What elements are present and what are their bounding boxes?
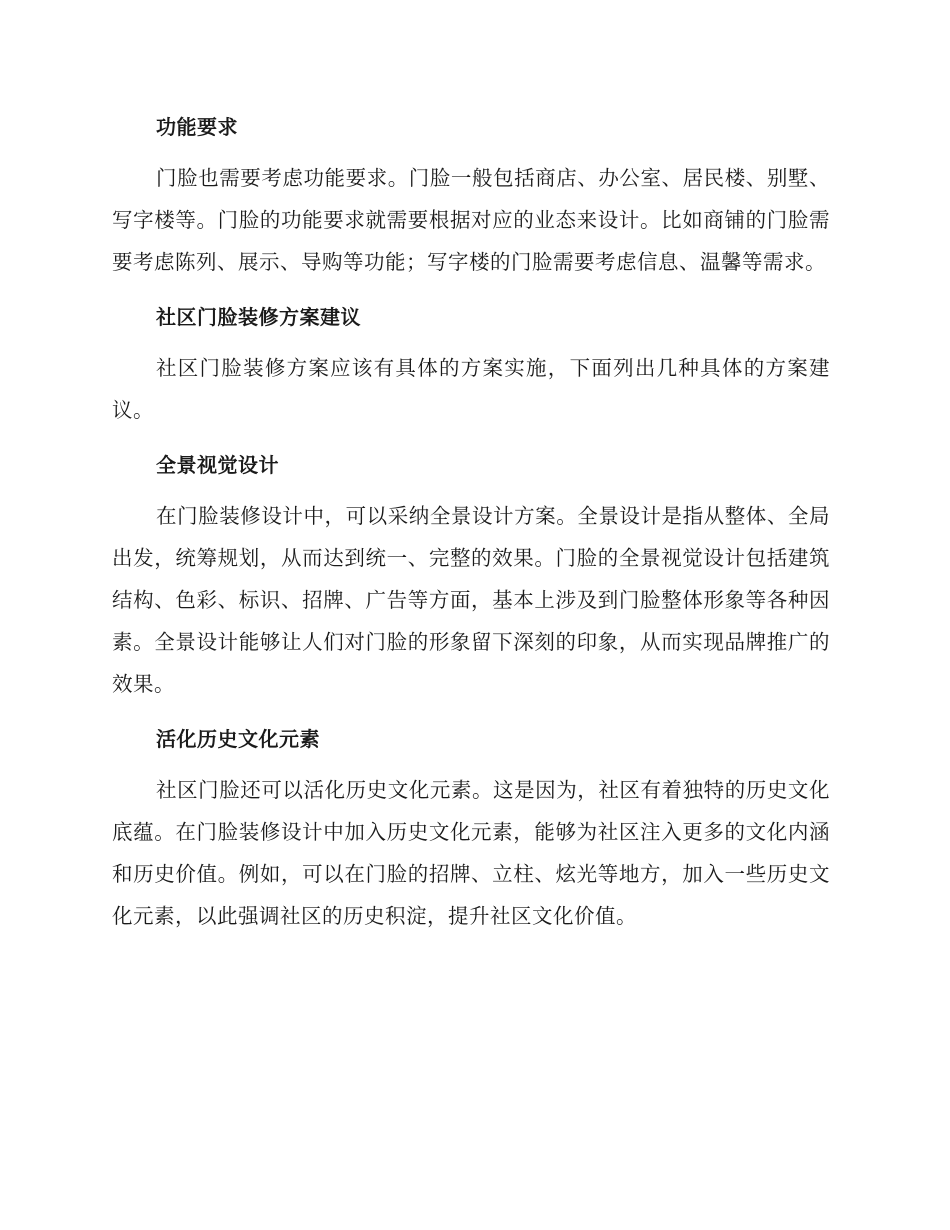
section-body-renovation-proposals: 社区门脸装修方案应该有具体的方案实施，下面列出几种具体的方案建议。 [112,356,830,422]
section-body-functional-requirements: 门脸也需要考虑功能要求。门脸一般包括商店、办公室、居民楼、别墅、写字楼等。门脸的功能要求就需要根据对应的业态来设计。比如商铺的门脸需要考虑陈列、展示、导购等功能；写字楼的门脸需要考虑信息、温馨等需求。 [112,166,830,274]
section-heading-functional-requirements: 功能要求 [156,115,238,139]
section-heading-renovation-proposals: 社区门脸装修方案建议 [156,305,361,329]
document-page [112,108,830,952]
section-body-historical-cultural-elements: 社区门脸还可以活化历史文化元素。这是因为，社区有着独特的历史文化底蕴。在门脸装修设计中加入历史文化元素，能够为社区注入更多的文化内涵和历史价值。例如，可以在门脸的招牌、立柱、炫光等地方，加入一些历史文化元素，以此强调社区的历史积淀，提升社区文化价值。 [112,778,830,928]
section-body-panoramic-visual-design: 在门脸装修设计中，可以采纳全景设计方案。全景设计是指从整体、全局出发，统筹规划，从而达到统一、完整的效果。门脸的全景视觉设计包括建筑结构、色彩、标识、招牌、广告等方面，基本上涉及到门脸整体形象等各种因素。全景设计能够让人们对门脸的形象留下深刻的印象，从而实现品牌推广的效果。 [112,504,830,696]
section-heading-historical-cultural-elements: 活化历史文化元素 [156,727,320,751]
section-heading-panoramic-visual-design: 全景视觉设计 [156,453,279,477]
